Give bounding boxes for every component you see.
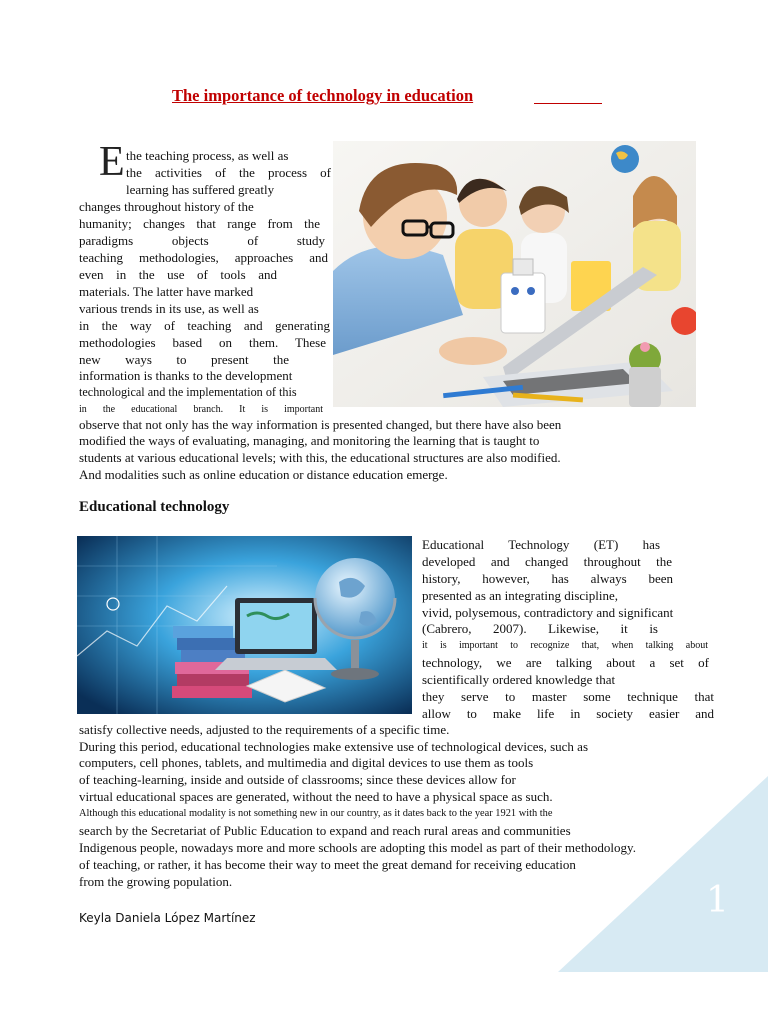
intro-line: the teaching process, as well as bbox=[126, 148, 289, 163]
educational-technology-image bbox=[77, 536, 412, 714]
decorative-triangle bbox=[558, 776, 768, 972]
intro-line: paradigms objects of study bbox=[79, 233, 325, 248]
page-title: The importance of technology in education bbox=[172, 86, 474, 105]
intro-line: in the way of teaching and generating bbox=[79, 318, 330, 333]
intro-line: methodologies based on them. These bbox=[79, 335, 326, 350]
classroom-photo bbox=[333, 141, 696, 407]
section-line: scientifically ordered knowledge that bbox=[422, 672, 616, 687]
drop-cap: E bbox=[99, 139, 125, 185]
intro-line: various trends in its use, as well as bbox=[79, 301, 259, 316]
section-line: search by the Secretariat of Public Education to expand and reach rural areas and communities bbox=[79, 823, 571, 838]
intro-line: teaching methodologies, approaches and bbox=[79, 250, 328, 265]
intro-line: in the educational branch. It is important bbox=[79, 404, 323, 415]
section-line: Indigenous people, nowadays more and more schools are adopting this model as part of their methodology. bbox=[79, 840, 636, 855]
section-line: of teaching-learning, inside and outside of classrooms; since these devices allow for bbox=[79, 772, 516, 787]
section-line: history, however, has always been bbox=[422, 571, 673, 586]
intro-line: humanity; changes that range from the bbox=[79, 216, 320, 231]
section-line: they serve to master some technique that bbox=[422, 689, 714, 704]
section-line: developed and changed throughout the bbox=[422, 554, 672, 569]
section-line: satisfy collective needs, adjusted to the requirements of a specific time. bbox=[79, 722, 450, 737]
section-line: computers, cell phones, tablets, and multimedia and digital devices to use them as tools bbox=[79, 755, 534, 770]
intro-line: students at various educational levels; with this, the educational structures are also modified. bbox=[79, 450, 561, 465]
section-heading: Educational technology bbox=[79, 499, 230, 515]
intro-line: technological and the implementation of this bbox=[79, 385, 297, 399]
page-number: 1 bbox=[706, 880, 729, 921]
section-line: technology, we are talking about a set of bbox=[422, 655, 709, 670]
intro-line: learning has suffered greatly bbox=[126, 182, 275, 197]
section-line: of teaching, or rather, it has become their way to meet the great demand for receiving education bbox=[79, 857, 576, 872]
section-line: (Cabrero, 2007). Likewise, it is bbox=[422, 621, 658, 636]
section-line: vivid, polysemous, contradictory and significant bbox=[422, 605, 674, 620]
intro-line: And modalities such as online education or distance education emerge. bbox=[79, 467, 448, 482]
section-line: presented as an integrating discipline, bbox=[422, 588, 619, 603]
section-line: allow to make life in society easier and bbox=[422, 706, 714, 721]
intro-line: observe that not only has the way information is presented changed, but there have also been bbox=[79, 417, 562, 432]
intro-line: the activities of the process of bbox=[126, 165, 331, 180]
section-line: Educational Technology (ET) has bbox=[422, 537, 660, 552]
intro-line: changes throughout history of the bbox=[79, 199, 254, 214]
intro-line: even in the use of tools and bbox=[79, 267, 277, 282]
intro-line: materials. The latter have marked bbox=[79, 284, 254, 299]
section-line: it is important to recognize that, when talking about bbox=[422, 640, 708, 651]
section-line: from the growing population. bbox=[79, 874, 233, 889]
section-line: virtual educational spaces are generated, without the need to have a physical space as such. bbox=[79, 789, 553, 804]
section-line: During this period, educational technologies make extensive use of technological devices, such as bbox=[79, 739, 589, 754]
intro-line: modified the ways of evaluating, managing, and monitoring the learning that is taught to bbox=[79, 433, 540, 448]
title-underline-extension bbox=[534, 103, 602, 104]
intro-line: new ways to present the bbox=[79, 352, 289, 367]
author-name: Keyla Daniela López Martínez bbox=[79, 911, 256, 925]
section-line: Although this educational modality is not something new in our country, as it dates back to the year 1921 with the bbox=[79, 808, 553, 819]
intro-line: information is thanks to the development bbox=[79, 368, 293, 383]
